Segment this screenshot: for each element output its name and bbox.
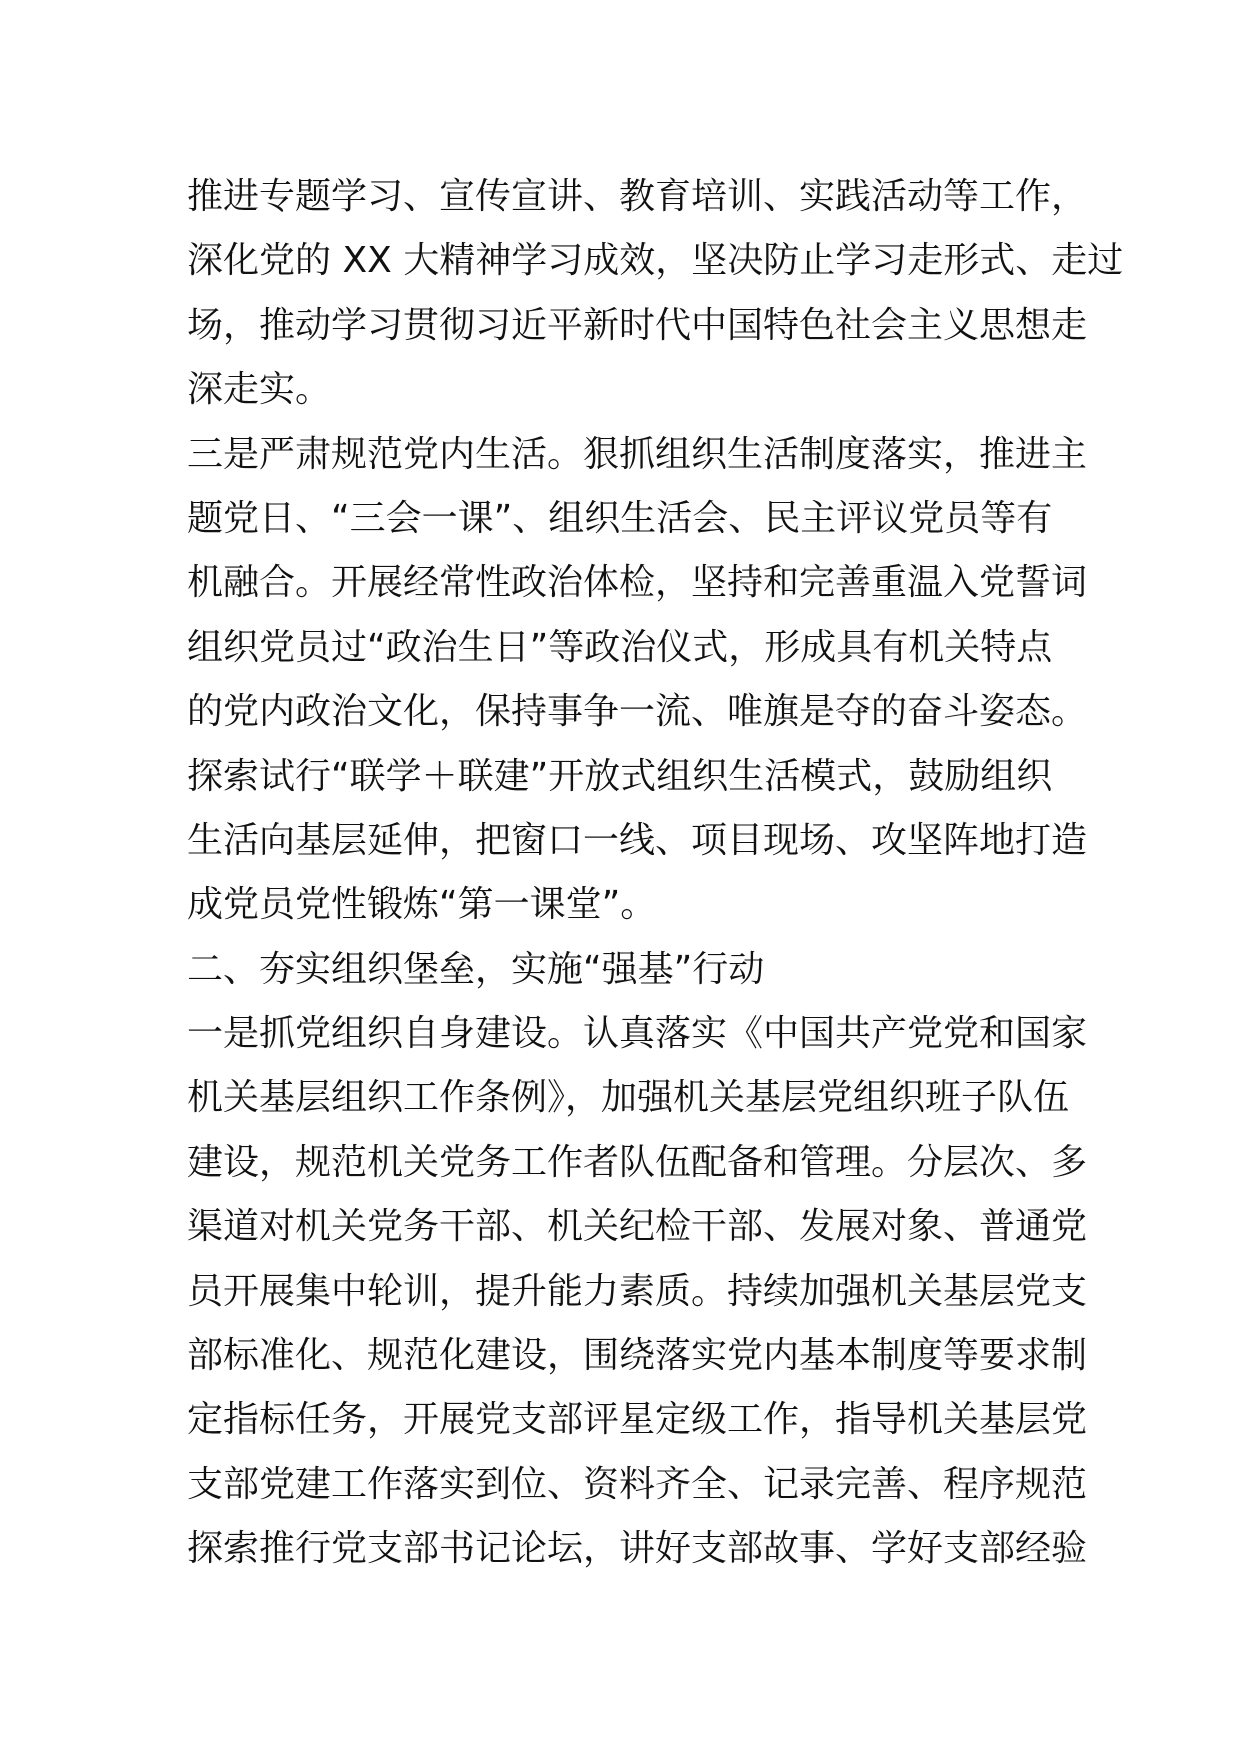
text-line: 深走实。 [187, 369, 332, 411]
section-heading: 二、夯实组织堡垒，实施“强基”行动 [187, 948, 765, 990]
text-line: 探索推行党支部书记论坛，讲好支部故事、学好支部经验 [187, 1528, 1088, 1570]
text-line: 题党日、“三会一课”、组织生活会、民主评议党员等有 [187, 497, 1053, 539]
text-line: 场，推动学习贯彻习近平新时代中国特色社会主义思想走 [187, 304, 1088, 346]
text-line: 建设，规范机关党务工作者队伍配备和管理。分层次、多 [187, 1141, 1088, 1183]
text-line: 渠道对机关党务干部、机关纪检干部、发展对象、普通党 [187, 1206, 1088, 1248]
text-line: 的党内政治文化，保持事争一流、唯旗是夺的奋斗姿态。 [187, 691, 1088, 733]
text-line: 一是抓党组织自身建设。认真落实《中国共产党党和国家 [187, 1013, 1088, 1055]
text-line: 成党员党性锻炼“第一课堂”。 [187, 884, 657, 926]
text-line: 机融合。开展经常性政治体检，坚持和完善重温入党誓词 [187, 562, 1088, 604]
text-line: 三是严肃规范党内生活。狠抓组织生活制度落实，推进主 [187, 433, 1088, 475]
text-line: 推进专题学习、宣传宣讲、教育培训、实践活动等工作， [187, 176, 1088, 217]
text-line: 深化党的 XX 大精神学习成效，坚决防止学习走形式、走过 [187, 240, 1124, 282]
text-line: 生活向基层延伸，把窗口一线、项目现场、攻坚阵地打造 [187, 819, 1088, 861]
document-body [187, 165, 1124, 1582]
text-line: 探索试行“联学＋联建”开放式组织生活模式，鼓励组织 [187, 755, 1053, 797]
text-line: 支部党建工作落实到位、资料齐全、记录完善、程序规范 [187, 1463, 1088, 1505]
text-line: 机关基层组织工作条例》，加强机关基层党组织班子队伍 [187, 1077, 1070, 1119]
text-line: 组织党员过“政治生日”等政治仪式，形成具有机关特点 [187, 626, 1053, 668]
text-line: 员开展集中轮训，提升能力素质。持续加强机关基层党支 [187, 1270, 1088, 1312]
text-line: 定指标任务，开展党支部评星定级工作，指导机关基层党 [187, 1399, 1088, 1441]
text-line: 部标准化、规范化建设，围绕落实党内基本制度等要求制 [187, 1335, 1088, 1377]
